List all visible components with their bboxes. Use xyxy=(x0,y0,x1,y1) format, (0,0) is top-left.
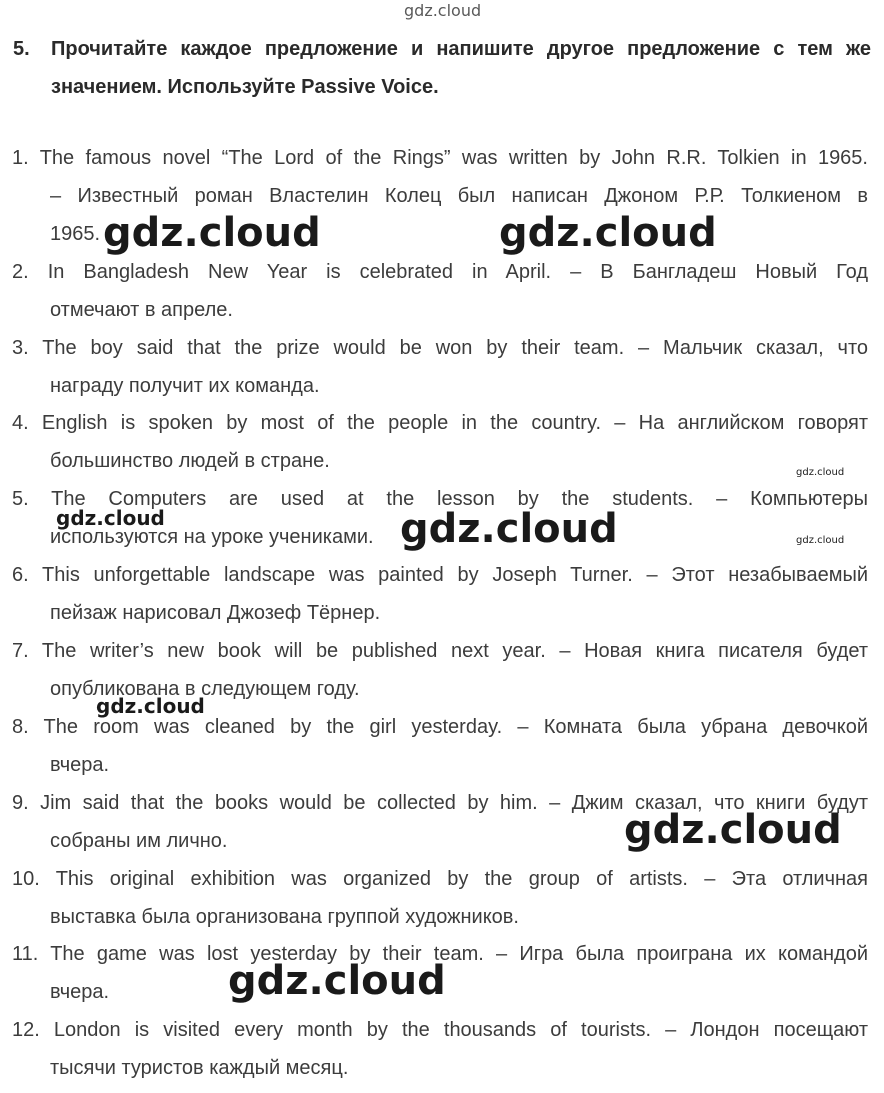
item-line: отмечают в апреле. xyxy=(50,299,233,321)
list-item xyxy=(12,708,868,784)
item-line: собраны им лично. xyxy=(50,830,228,852)
watermark: gdz.cloud xyxy=(96,694,205,718)
item-line: 8. The room was cleaned by the girl yesterday. – Комната была убрана девочкой xyxy=(12,716,868,738)
watermark: gdz.cloud xyxy=(796,467,845,478)
watermark-top: gdz.cloud xyxy=(404,1,482,20)
item-line: 9. Jim said that the books would be collected by him. – Джим сказал, что книги будут xyxy=(12,792,868,814)
list-item xyxy=(12,404,868,480)
item-line: 3. The boy said that the prize would be won by their team. – Мальчик сказал, что xyxy=(12,337,868,359)
watermark: gdz.cloud xyxy=(400,506,618,552)
item-line: 4. English is spoken by most of the people in the country. – На английском говорят xyxy=(12,412,868,434)
list-item xyxy=(12,253,868,329)
item-line: 2. In Bangladesh New Year is celebrated in April. – В Бангладеш Новый Год xyxy=(12,261,868,283)
item-line: 6. This unforgettable landscape was painted by Joseph Turner. – Этот незабываемый xyxy=(12,564,868,586)
item-line: выставка была организована группой художников. xyxy=(50,906,519,928)
item-line: – Известный роман Властелин Колец был написан Джоном Р.Р. Толкиеном в xyxy=(50,185,868,207)
item-line: 7. The writer’s new book will be published next year. – Новая книга писателя будет xyxy=(12,640,868,662)
item-line: 1965. xyxy=(50,223,101,245)
item-line: награду получит их команда. xyxy=(50,375,320,397)
watermark: gdz.cloud xyxy=(103,210,321,256)
item-line: 11. The game was lost yesterday by their team. – Игра была проиграна их командой xyxy=(12,943,868,965)
item-line: пейзаж нарисовал Джозеф Тёрнер. xyxy=(50,602,381,624)
item-line: тысячи туристов каждый месяц. xyxy=(50,1057,349,1079)
task-text: Прочитайте каждое предложение и напишите другое предложение с тем же значением. Используйте Passive Voice. xyxy=(51,38,871,98)
task-number: 5. xyxy=(13,38,30,60)
watermark: gdz.cloud xyxy=(499,210,717,256)
item-line: вчера. xyxy=(50,754,110,776)
watermark: gdz.cloud xyxy=(228,958,446,1004)
list-item xyxy=(12,329,868,405)
watermark: gdz.cloud xyxy=(796,535,845,546)
item-line: используются на уроке учениками. xyxy=(50,526,374,548)
item-line: вчера. xyxy=(50,981,110,1003)
list-item xyxy=(12,860,868,936)
list-item xyxy=(12,1011,868,1087)
item-line: 12. London is visited every month by the thousands of tourists. – Лондон посещают xyxy=(12,1019,868,1041)
task-header xyxy=(13,30,871,106)
item-line: большинство людей в стране. xyxy=(50,450,330,472)
item-line: 5. The Computers are used at the lesson by the students. – Компьютеры xyxy=(12,488,868,510)
item-line: опубликована в следующем году. xyxy=(50,678,360,700)
watermark: gdz.cloud xyxy=(624,807,842,853)
item-line: 1. The famous novel “The Lord of the Rings” was written by John R.R. Tolkien in 1965. xyxy=(12,147,868,169)
watermark: gdz.cloud xyxy=(56,506,165,530)
item-line: 10. This original exhibition was organized by the group of artists. – Эта отличная xyxy=(12,868,868,890)
list-item xyxy=(12,556,868,632)
